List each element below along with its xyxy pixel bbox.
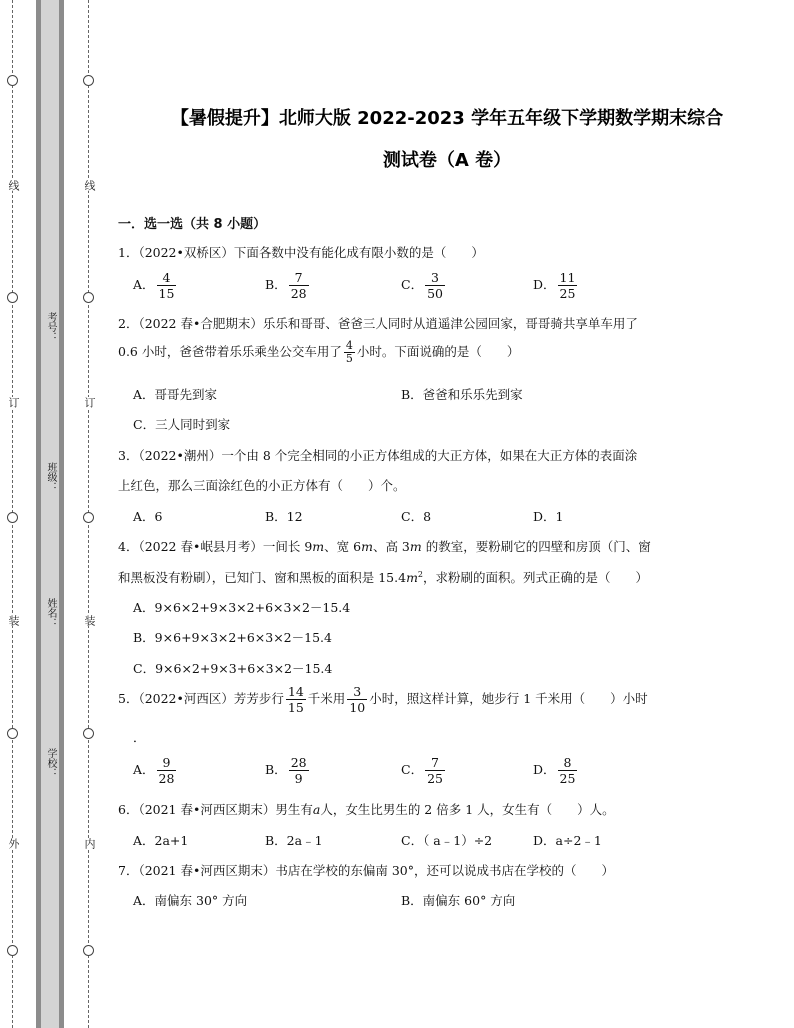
question-3-line1: 3．（2022•潮州）一个由 8 个完全相同的小正方体组成的大正方体，如果在大正方体的表面涂 [118,448,638,463]
binding-label-order-outer: 订 [7,397,20,408]
binding-label-order-inner: 订 [83,397,96,408]
binding-label-bind-outer: 装 [7,615,20,626]
q4-option-b: B．9×6+9×3×2+6×3×2－15.4 [133,630,332,645]
binding-label-outside: 外 [7,838,20,849]
question-7: 7．（2021 春•河西区期末）书店在学校的东偏南 30°，还可以说成书店在学校的（ ） [118,863,614,878]
binding-margin [0,0,100,1028]
q3-option-d: D．1 [533,509,564,524]
binding-label-line-inner: 线 [83,180,96,191]
binding-hole [83,292,94,303]
question-4-line2: 和黑板没有粉刷），已知门、窗和黑板的面积是 $15.4m^2$，求粉刷的面积。列式正确的是（ ） [118,569,649,585]
q7-option-a: A．南偏东 30° 方向 [133,893,248,908]
q2-option-b: B．爸爸和乐乐先到家 [401,387,523,402]
binding-hole [83,512,94,523]
q5-option-a: A． $\frac{9}{28}$ [133,755,175,786]
binding-hole [7,945,18,956]
q7-option-b: B．南偏东 60° 方向 [401,893,516,908]
binding-hole [83,728,94,739]
q3-option-c: C．8 [401,509,432,524]
field-exam-number: 考号： [45,312,56,342]
q5-option-c: C． $\frac{7}{25}$ [401,755,443,786]
question-2-line1: 2．（2022 春•合肥期末）乐乐和哥哥、爸爸三人同时从逍遥津公园回家，哥哥骑共享单车用了 [118,316,638,331]
question-5-tail: ． [133,730,146,745]
binding-hole [7,75,18,86]
binding-hole [83,75,94,86]
exam-title-line1: 【暑假提升】北师大版 2022-2023 学年五年级下学期数学期末综合 [170,108,724,129]
binding-hole [7,728,18,739]
field-name: 姓名： [45,598,56,628]
q5-option-d: D． $\frac{8}{25}$ [533,755,576,786]
section-heading: 一．选一选（共 8 小题） [118,217,267,232]
binding-hole [7,512,18,523]
field-class: 班级： [45,462,56,492]
question-2-line2: 0.6 小时，爸爸带着乐乐乘坐公交车用了 $\frac{4}{5}$ 小时。下面说确的是（ ） [118,339,520,365]
field-school: 学校： [45,748,56,778]
binding-hole [7,292,18,303]
question-5: 5．（2022•河西区）芳芳步行 $\frac{14}{15}$ 千米用 $\frac{3}{10}$ 小时，照这样计算，她步行 1 千米用（ ）小时 [118,684,648,715]
question-1: 1．（2022•双桥区）下面各数中没有能化成有限小数的是（ ） [118,245,484,260]
q6-option-d: D．a÷2﹣1 [533,833,602,848]
q1-option-c: C． $\frac{3}{50}$ [401,270,443,301]
q6-option-a: A．2a+1 [133,833,189,848]
q6-option-c: C．（ a﹣1）÷2 [401,833,493,848]
exam-title-line2: 测试卷（A 卷） [382,150,512,171]
binding-hole [83,945,94,956]
question-3-line2: 上红色，那么三面涂红色的小正方体有（ ）个。 [118,478,406,493]
question-6: 6．（2021 春•河西区期末）男生有a人，女生比男生的 2 倍多 1 人，女生有（ ）人。 [118,802,615,817]
q3-option-a: A．6 [133,509,163,524]
q1-option-d: D． $\frac{11}{25}$ [533,270,576,301]
binding-label-line-outer: 线 [7,180,20,191]
q6-option-b: B．2a﹣1 [265,833,323,848]
q5-option-b: B． $\frac{28}{9}$ [265,755,307,786]
question-4-line1: 4．（2022 春•岷县月考）一间长 9m、宽 6m、高 3m 的教室，要粉刷它的四壁和房顶（门、窗 [118,539,651,554]
binding-label-bind-inner: 装 [83,615,96,626]
binding-label-inside: 内 [83,838,96,849]
q1-option-a: A． $\frac{4}{15}$ [133,270,175,301]
binding-strip-inner [41,0,59,1028]
q1-option-b: B． $\frac{7}{28}$ [265,270,307,301]
q2-option-a: A．哥哥先到家 [133,387,218,402]
q2-option-c: C．三人同时到家 [133,417,231,432]
q4-option-c: C．9×6×2+9×3+6×3×2－15.4 [133,661,333,676]
q4-option-a: A．9×6×2+9×3×2+6×3×2－15.4 [133,600,351,615]
q3-option-b: B．12 [265,509,303,524]
